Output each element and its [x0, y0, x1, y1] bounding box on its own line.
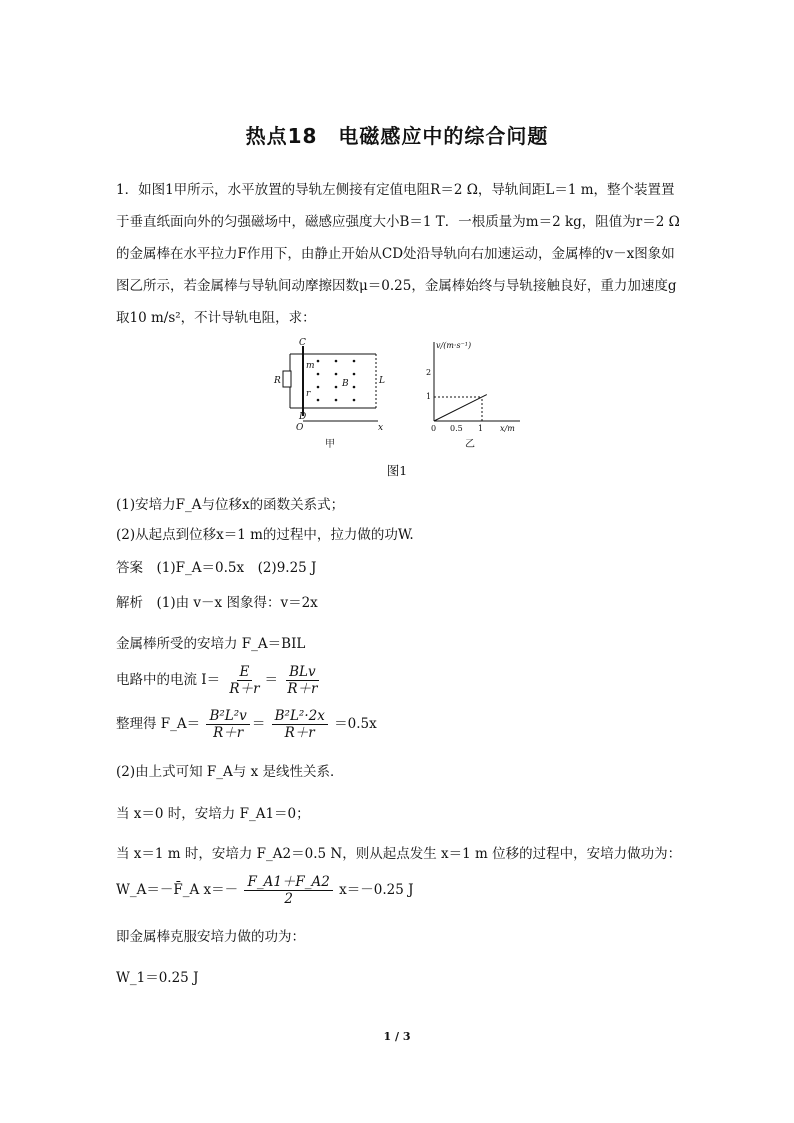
graph-ylabel: v/(m·s⁻¹)	[436, 341, 472, 350]
xtick-1: 1	[478, 424, 484, 433]
problem-text: 1．如图1甲所示，水平放置的导轨左侧接有定值电阻R＝2 Ω，导轨间距L＝1 m，整个装置置于垂直纸面向外的匀强磁场中，磁感应强度大小B＝1 T．一根质量为m＝2 kg，阻值为r＝2 Ω的金属棒在水平拉力F作用下，由静止开始从CD处沿导轨向右加速运动，金属棒的v－x图象如图乙所示，若金属棒与导轨间动摩擦因数μ＝0.25，金属棒始终与导轨接触良好，重力加速度g取10 m/s²，不计导轨电阻，求：	[116, 182, 680, 326]
figure-caption: 图1	[386, 463, 408, 478]
label-r: r	[306, 389, 311, 399]
solution-line-6: 当 x＝0 时，安培力 F_A1＝0；	[116, 806, 310, 822]
xtick-0-5: 0.5	[450, 424, 463, 433]
solution-line-10: W_1＝0.25 J	[116, 970, 199, 986]
result-prefix: 整理得 F_A＝	[116, 716, 201, 732]
label-m: m	[306, 361, 315, 371]
label-D: D	[299, 412, 307, 422]
frac-num: E	[237, 664, 253, 681]
frac-den: R＋r	[213, 725, 244, 741]
frac-den: 2	[284, 891, 293, 907]
solution-line-4: 整理得 F_A＝ $\frac{\text{B²L²v}}{R+r}$ ＝ $\frac{\text{B²L²·2x}}{R+r}$ ＝0.5x	[116, 708, 377, 741]
label-C: C	[299, 338, 306, 348]
fraction-b2l2-2x	[272, 708, 328, 741]
current-prefix: 电路中的电流 I＝	[116, 672, 221, 688]
solution-line-9: 即金属棒克服安培力做的功为：	[116, 929, 305, 945]
ytick-2: 2	[426, 368, 432, 377]
graph-xlabel: x/m	[500, 424, 515, 433]
sublabel-jia: 甲	[325, 439, 335, 450]
label-O: O	[296, 423, 304, 433]
frac-num: F_A1＋F_A2	[244, 874, 332, 891]
label-L: L	[379, 376, 385, 386]
answer: 答案 (1)F_A＝0.5x (2)9.25 J	[116, 560, 317, 576]
page-number: 1 / 3	[383, 1030, 411, 1043]
solution-line-2: 金属棒所受的安培力 F_A＝BIL	[116, 636, 306, 652]
figure-circuit-diagram	[268, 336, 392, 456]
question-1: (1)安培力F_A与位移x的函数关系式；	[116, 497, 345, 513]
solution-line-7: 当 x＝1 m 时，安培力 F_A2＝0.5 N，则从起点发生 x＝1 m 位移的过程中，安培力做功为：	[116, 846, 682, 862]
solution-line-3: 电路中的电流 I＝ $\frac{E}{R+r}$ ＝ $\frac{\text{BLv}}{R+r}$	[116, 664, 322, 697]
work-tail: x＝－0.25 J	[339, 882, 414, 898]
resistor-R	[283, 371, 291, 387]
fraction-average-force	[244, 874, 332, 907]
vx-line	[434, 395, 487, 421]
frac-den: R＋r	[229, 681, 260, 697]
xtick-0: 0	[431, 424, 437, 433]
frac-den: R＋r	[287, 681, 318, 697]
result-tail: ＝0.5x	[334, 716, 377, 732]
fraction-BLv	[284, 664, 320, 697]
frac-num: B²L²v	[206, 708, 249, 725]
fraction-b2l2v	[206, 708, 249, 741]
question-2: (2)从起点到位移x＝1 m的过程中，拉力做的功W.	[116, 527, 414, 543]
frac-den: R＋r	[284, 725, 315, 741]
fraction-E	[226, 664, 262, 697]
label-x: x	[378, 423, 384, 433]
ytick-1: 1	[426, 392, 432, 401]
solution-line-1: 解析 (1)由 v－x 图象得：v＝2x	[116, 595, 318, 611]
frac-num: B²L²·2x	[272, 708, 328, 725]
frac-num: BLv	[286, 664, 319, 681]
magnetic-field-dots	[317, 360, 356, 402]
label-B: B	[342, 379, 349, 389]
solution-line-5: (2)由上式可知 F_A与 x 是线性关系．	[116, 764, 344, 780]
sublabel-yi: 乙	[465, 439, 475, 450]
solution-line-8	[116, 874, 414, 907]
label-R: R	[274, 376, 281, 386]
work-prefix: W_A＝－F̄_A x＝－	[116, 882, 239, 898]
page-title: 热点18 电磁感应中的综合问题	[245, 124, 549, 148]
figure-vx-graph	[420, 336, 532, 456]
